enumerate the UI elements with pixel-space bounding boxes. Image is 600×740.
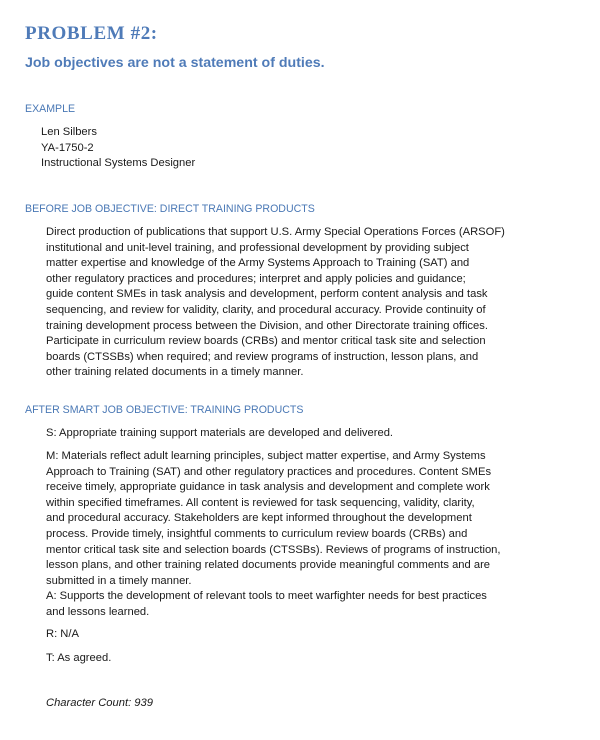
text-line: submitted in a timely manner. <box>46 574 192 587</box>
text-line: sequencing, and review for validity, clarity, and procedural accuracy. Provide continuity of <box>46 303 486 316</box>
text-line: boards (CTSSBs) when required; and review programs of instruction, lesson plans, and <box>46 350 479 363</box>
specific-paragraph <box>46 426 516 442</box>
character-count: Character Count: 939 <box>46 697 153 709</box>
text-line: and procedural accuracy. Stakeholders are kept informed throughout the development <box>46 512 472 525</box>
problem-subtitle: Job objectives are not a statement of duties. <box>25 55 325 71</box>
text-line: within specified timeframes. All content is reviewed for task sequencing, validity, clarity, <box>46 496 475 509</box>
text-line: lesson plans, and other training related documents provide meaningful comments and are <box>46 559 491 572</box>
text-line: mentor critical task site and selection boards (CTSSBs). Reviews of programs of instruction, <box>46 543 501 556</box>
text-line: T: As agreed. <box>46 652 112 664</box>
text-line: guide content SMEs in task analysis and development, perform content analysis and task <box>46 288 488 301</box>
measurable-paragraph <box>46 449 516 589</box>
text-line: A: Supports the development of relevant tools to meet warfighter needs for best practices <box>46 590 487 602</box>
timebound-paragraph <box>46 651 516 667</box>
achievable-paragraph <box>46 589 516 620</box>
text-line: training development process between the Division, and other Directorate training offices. <box>46 319 488 332</box>
text-line: and lessons learned. <box>46 605 150 618</box>
text-line: process. Provide timely, insightful comments to curriculum review boards (CRBs) and <box>46 527 468 540</box>
text-line: other training related documents in a timely manner. <box>46 366 304 379</box>
after-label: AFTER SMART JOB OBJECTIVE: TRAINING PRODUCTS <box>25 404 304 416</box>
text-line: Approach to Training (SAT) and other regulatory practices and procedures. Content SMEs <box>46 465 492 478</box>
text-line: M: Materials reflect adult learning principles, subject matter expertise, and Army Systems <box>46 450 486 462</box>
text-line: Participate in curriculum review boards (CRBs) and mentor critical task site and selection <box>46 335 486 348</box>
text-line: receive timely, appropriate guidance in task analysis and development and complete work <box>46 481 490 494</box>
problem-title: PROBLEM #2: <box>25 23 158 44</box>
before-label: BEFORE JOB OBJECTIVE: DIRECT TRAINING PRODUCTS <box>25 203 315 215</box>
example-name: Len Silbers <box>41 126 97 138</box>
text-line: Direct production of publications that support U.S. Army Special Operations Forces (ARSOF) <box>46 226 505 238</box>
text-line: S: Appropriate training support materials are developed and delivered. <box>46 427 394 439</box>
example-position: Instructional Systems Designer <box>41 157 196 169</box>
example-label: EXAMPLE <box>25 103 76 115</box>
text-line: institutional and unit-level training, and professional development by providing subject <box>46 241 469 254</box>
text-line: matter expertise and knowledge of the Army Systems Approach to Training (SAT) and <box>46 257 470 270</box>
example-block <box>41 125 195 172</box>
text-line: R: N/A <box>46 628 79 640</box>
before-paragraph <box>46 225 516 381</box>
example-grade: YA-1750-2 <box>41 141 94 154</box>
text-line: other regulatory practices and procedures; interpret and apply policies and guidance; <box>46 272 466 285</box>
relevant-paragraph <box>46 627 516 643</box>
